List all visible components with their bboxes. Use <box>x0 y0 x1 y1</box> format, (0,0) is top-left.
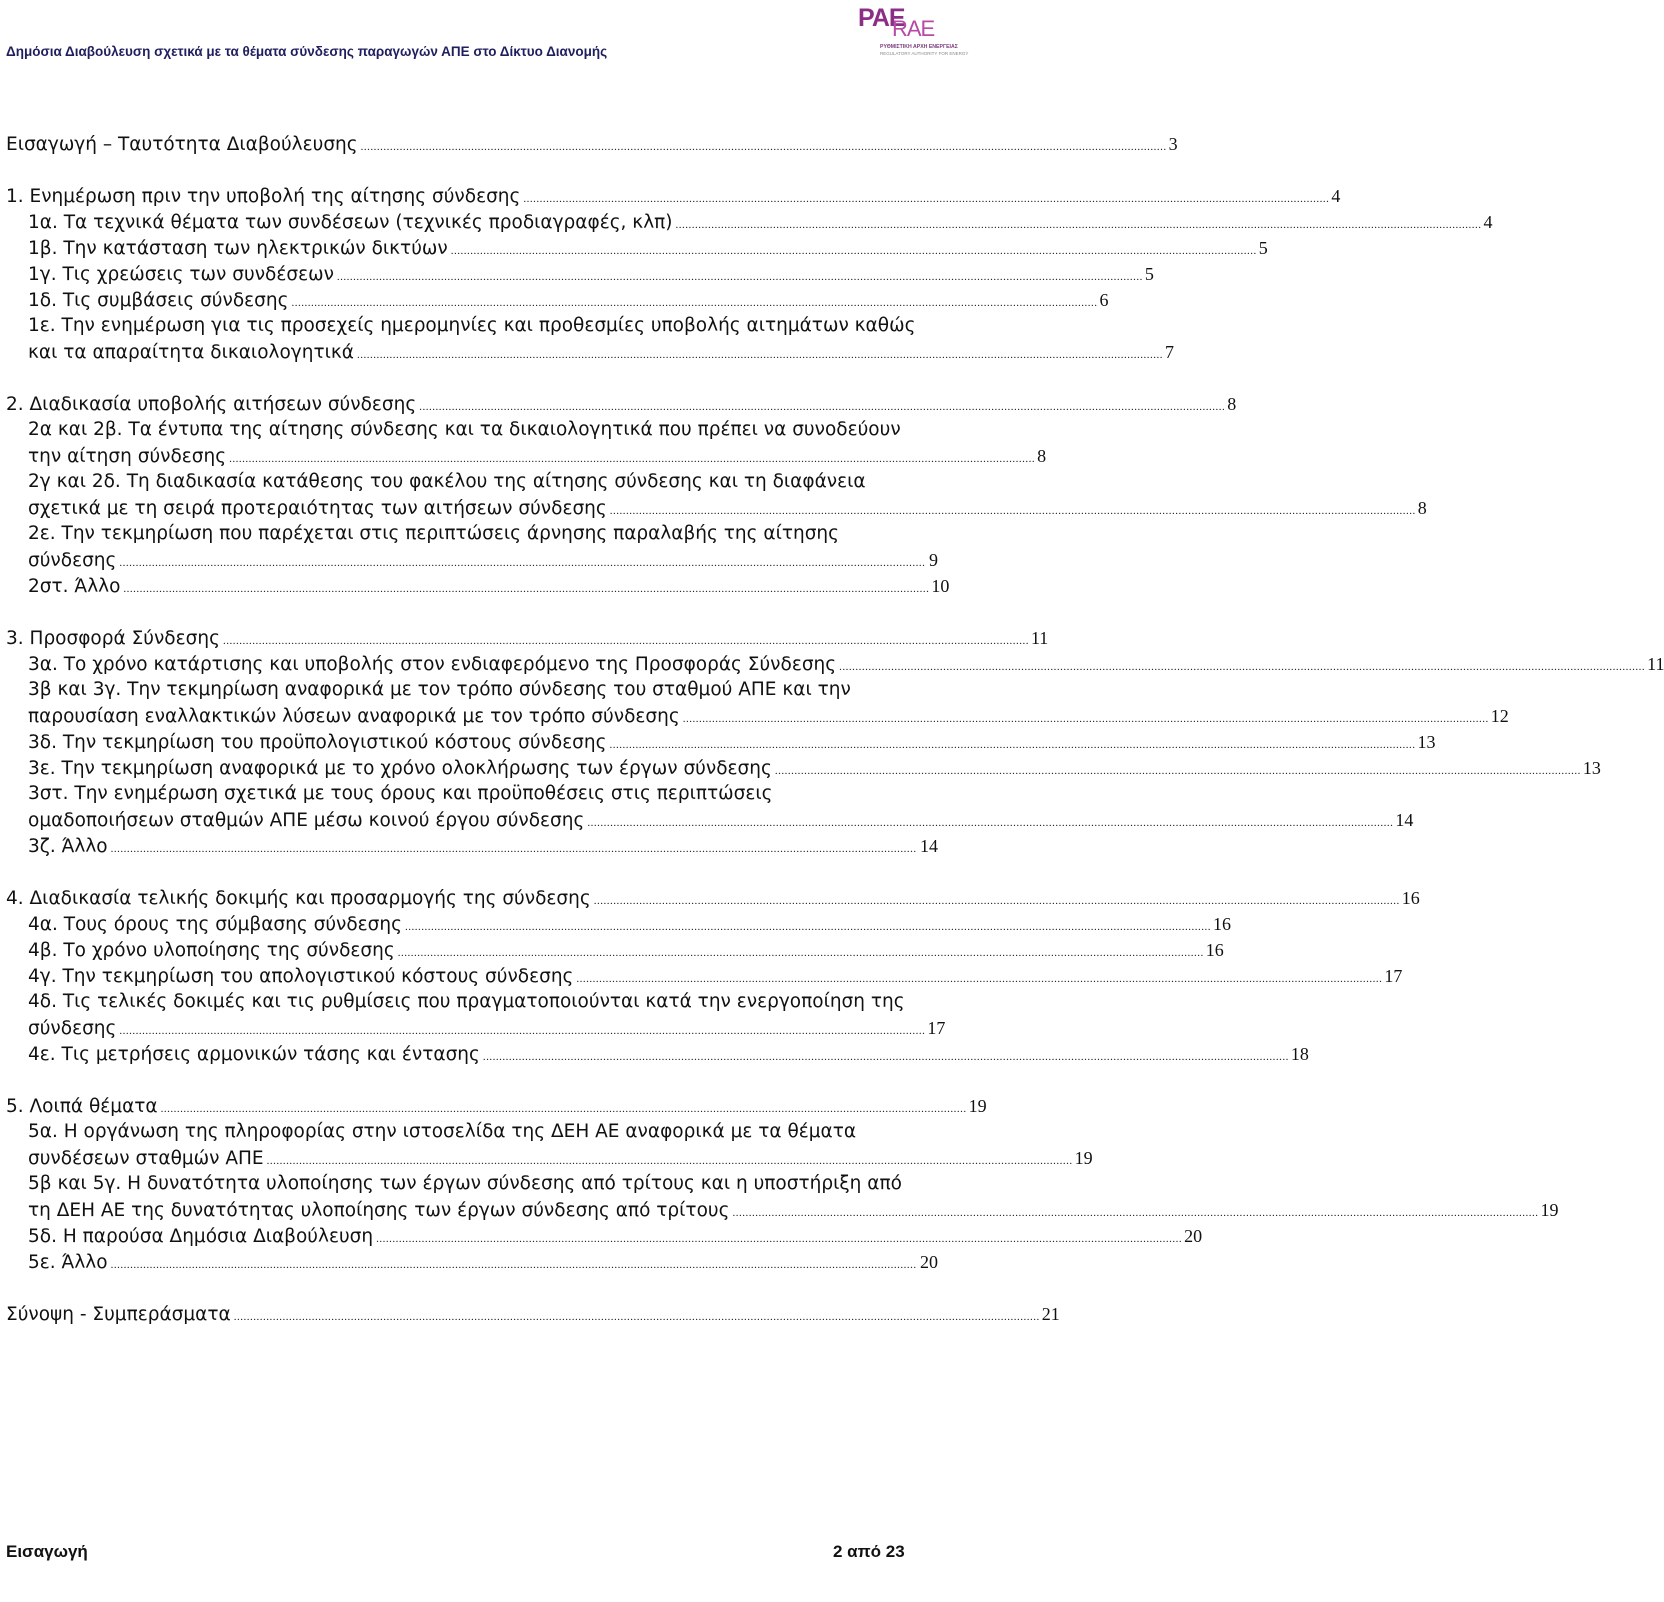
toc-entry-line1[interactable]: 5β και 5γ. Η δυνατότητα υλοποίησης των έργων σύνδεσης από τρίτους και η υποστήριξη από <box>28 1173 902 1194</box>
toc-entry-line1[interactable]: 2ε. Την τεκμηρίωση που παρέχεται στις περιπτώσεις άρνησης παραλαβής της αίτησης <box>28 523 840 544</box>
toc-entry[interactable]: 1β. Την κατάσταση των ηλεκτρικών δικτύων ........................................................................................................................................................................................................................................................ 5 <box>28 238 1268 259</box>
toc-entry-line1[interactable]: 2γ και 2δ. Τη διαδικασία κατάθεσης του φακέλου της αίτησης σύνδεσης και τη διαφάνεια <box>28 471 866 492</box>
toc-entry[interactable]: 3ζ. Άλλο ........................................................................................................................................................................................................................................................ 14 <box>28 836 938 857</box>
toc-entry[interactable]: 5. Λοιπά θέματα ........................................................................................................................................................................................................................................................ 19 <box>6 1096 987 1117</box>
toc-entry[interactable]: 3α. Το χρόνο κατάρτισης και υποβολής στον ενδιαφερόμενο της Προσφοράς Σύνδεσης ........................................................................................................................................................................................................................................................ 11 <box>28 654 1664 675</box>
toc-entry[interactable]: 3δ. Την τεκμηρίωση του προϋπολογιστικού κόστους σύνδεσης ........................................................................................................................................................................................................................................................ 13 <box>28 732 1436 753</box>
toc-entry[interactable]: 4β. Το χρόνο υλοποίησης της σύνδεσης ........................................................................................................................................................................................................................................................ 16 <box>28 940 1224 961</box>
toc-entry[interactable]: 1α. Τα τεχνικά θέματα των συνδέσεων (τεχνικές προδιαγραφές, κλπ) ........................................................................................................................................................................................................................................................ 4 <box>28 212 1493 233</box>
toc-entry[interactable]: 4α. Τους όρους της σύμβασης σύνδεσης ........................................................................................................................................................................................................................................................ 16 <box>28 914 1231 935</box>
toc-entry-line1[interactable]: 1ε. Την ενημέρωση για τις προσεχείς ημερομηνίες και προθεσμίες υποβολής αιτημάτων καθώς <box>28 315 916 336</box>
toc-entry[interactable]: συνδέσεων σταθμών ΑΠΕ ........................................................................................................................................................................................................................................................ 19 <box>28 1148 1093 1169</box>
toc-entry[interactable]: 4γ. Την τεκμηρίωση του απολογιστικού κόστους σύνδεσης ........................................................................................................................................................................................................................................................ 17 <box>28 966 1403 987</box>
toc-entry[interactable]: ομαδοποιήσεων σταθμών ΑΠΕ μέσω κοινού έργου σύνδεσης ........................................................................................................................................................................................................................................................ 14 <box>28 810 1414 831</box>
toc-entry[interactable]: και τα απαραίτητα δικαιολογητικά ........................................................................................................................................................................................................................................................ 7 <box>28 342 1174 363</box>
toc-entry[interactable]: 3. Προσφορά Σύνδεσης ........................................................................................................................................................................................................................................................ 11 <box>6 628 1049 649</box>
document-header-title: Δημόσια Διαβούλευση σχετικά με τα θέματα σύνδεσης παραγωγών ΑΠΕ στο Δίκτυο Διανομής <box>6 44 608 59</box>
logo-subtitle-en: REGULATORY AUTHORITY FOR ENERGY <box>880 51 969 56</box>
toc-entry-line1[interactable]: 3β και 3γ. Την τεκμηρίωση αναφορικά με τον τρόπο σύνδεσης του σταθμού ΑΠΕ και την <box>28 679 851 700</box>
toc-entry-line1[interactable]: 2α και 2β. Τα έντυπα της αίτησης σύνδεσης και τα δικαιολογητικά που πρέπει να συνοδεύουν <box>28 419 901 440</box>
toc-entry[interactable]: Σύνοψη - Συμπεράσματα ........................................................................................................................................................................................................................................................ 21 <box>6 1304 1060 1325</box>
logo-pae-text: PAE <box>858 4 905 32</box>
toc-entry[interactable]: 2. Διαδικασία υποβολής αιτήσεων σύνδεσης ........................................................................................................................................................................................................................................................ 8 <box>6 394 1237 415</box>
footer-section-name: Εισαγωγή <box>6 1542 88 1561</box>
toc-entry[interactable]: 1δ. Τις συμβάσεις σύνδεσης ........................................................................................................................................................................................................................................................ 6 <box>28 290 1109 311</box>
toc-entry[interactable]: σύνδεσης ........................................................................................................................................................................................................................................................ 17 <box>28 1018 946 1039</box>
logo-rae-text: RAE <box>892 16 935 41</box>
footer-page-number: 2 από 23 <box>833 1542 905 1561</box>
toc-entry-line1[interactable]: 4δ. Τις τελικές δοκιμές και τις ρυθμίσεις που πραγματοποιούνται κατά την ενεργοποίηση της <box>28 991 905 1012</box>
toc-entry[interactable]: 5δ. Η παρούσα Δημόσια Διαβούλευση ........................................................................................................................................................................................................................................................ 20 <box>28 1226 1203 1247</box>
toc-entry[interactable]: 1γ. Τις χρεώσεις των συνδέσεων ........................................................................................................................................................................................................................................................ 5 <box>28 264 1154 285</box>
toc-entry[interactable]: 4. Διαδικασία τελικής δοκιμής και προσαρμογής της σύνδεσης ........................................................................................................................................................................................................................................................ 16 <box>6 888 1420 909</box>
toc-entry[interactable]: σύνδεσης ........................................................................................................................................................................................................................................................ 9 <box>28 550 938 571</box>
toc-entry[interactable]: τη ΔΕΗ ΑΕ της δυνατότητας υλοποίησης των έργων σύνδεσης από τρίτους ........................................................................................................................................................................................................................................................ 19 <box>28 1200 1559 1221</box>
toc-entry[interactable]: την αίτηση σύνδεσης ........................................................................................................................................................................................................................................................ 8 <box>28 446 1047 467</box>
toc-entry[interactable]: σχετικά με τη σειρά προτεραιότητας των αιτήσεων σύνδεσης ........................................................................................................................................................................................................................................................ 8 <box>28 498 1427 519</box>
logo-subtitle: ΡΥΘΜΙΣΤΙΚΗ ΑΡΧΗ ΕΝΕΡΓΕΙΑΣ <box>880 44 958 50</box>
toc-entry-line1[interactable]: 5α. Η οργάνωση της πληροφορίας στην ιστοσελίδα της ΔΕΗ ΑΕ αναφορικά με τα θέματα <box>28 1121 857 1142</box>
toc-entry[interactable]: 4ε. Τις μετρήσεις αρμονικών τάσης και έντασης ........................................................................................................................................................................................................................................................ 18 <box>28 1044 1309 1065</box>
toc-entry-line1[interactable]: 3στ. Την ενημέρωση σχετικά με τους όρους και προϋποθέσεις στις περιπτώσεις <box>28 783 773 804</box>
toc-entry[interactable]: παρουσίαση εναλλακτικών λύσεων αναφορικά με τον τρόπο σύνδεσης ........................................................................................................................................................................................................................................................ 12 <box>28 706 1509 727</box>
toc-entry[interactable]: 2στ. Άλλο ........................................................................................................................................................................................................................................................ 10 <box>28 576 950 597</box>
toc-entry[interactable]: 3ε. Την τεκμηρίωση αναφορικά με το χρόνο ολοκλήρωσης των έργων σύνδεσης ........................................................................................................................................................................................................................................................ 13 <box>28 758 1601 779</box>
toc-entry[interactable]: 1. Ενημέρωση πριν την υποβολή της αίτησης σύνδεσης ........................................................................................................................................................................................................................................................ 4 <box>6 186 1341 207</box>
toc-entry[interactable]: Εισαγωγή – Ταυτότητα Διαβούλευσης ........................................................................................................................................................................................................................................................ 3 <box>6 134 1178 155</box>
toc-entry[interactable]: 5ε. Άλλο ........................................................................................................................................................................................................................................................ 20 <box>28 1252 938 1273</box>
